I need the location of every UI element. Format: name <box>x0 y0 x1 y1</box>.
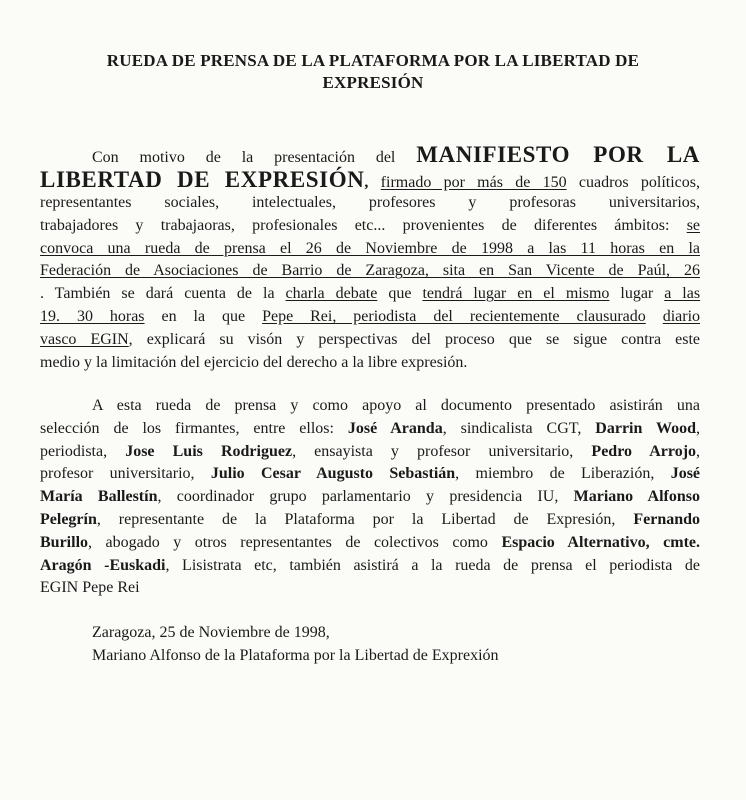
text: , miembro de Liberazión, <box>455 465 655 483</box>
attendee-name: Fernando <box>633 510 701 528</box>
text: Mariano Alfonso de la Plataforma por la Libertad de Exprexión <box>92 646 499 664</box>
text: . También se dará cuenta de la <box>40 285 275 303</box>
text: , ensayista y profesor universitario, <box>292 442 574 460</box>
paragraph-line <box>40 283 700 306</box>
collective-name: Aragón -Euskadi <box>40 556 166 574</box>
text: Zaragoza, 25 de Noviembre de 1998, <box>92 624 330 641</box>
document-title <box>40 50 706 94</box>
manifesto-title: MANIFIESTO POR LA <box>416 142 701 167</box>
attendee-name: Burillo <box>40 533 89 551</box>
paragraph-line <box>40 532 700 555</box>
attendee-name: Jose Luis Rodriguez <box>125 442 293 460</box>
text: , abogado y otros representantes de colectivos como <box>88 533 488 551</box>
paragraph-line <box>40 418 700 441</box>
attendee-name: José Aranda <box>347 419 443 437</box>
text: lugar <box>620 285 654 303</box>
attendee-name: Mariano Alfonso <box>573 488 700 506</box>
underlined-text: vasco EGIN <box>40 330 129 348</box>
text: periodista, <box>40 442 108 460</box>
paragraph-line: representantes sociales, intelectuales, profesores y profesoras universitarios, <box>40 194 700 211</box>
text: profesor universitario, <box>40 465 195 483</box>
text: , coordinador grupo parlamentario y presidencia IU, <box>157 488 559 506</box>
paragraph-line <box>40 441 700 464</box>
underlined-text: Pepe Rei, periodista del recientemente clausurado <box>262 307 646 325</box>
text: A esta rueda de prensa y como apoyo al documento presentado asistirán una <box>92 397 700 414</box>
collective-name: , cmte. <box>645 533 701 551</box>
closing-signature <box>40 622 700 668</box>
text: en la que <box>161 307 246 325</box>
attendee-name: José <box>670 465 701 483</box>
paragraph-line: convoca una rueda de prensa el 26 de Noviembre de 1998 a las 11 horas en la <box>40 239 700 257</box>
paragraph-line <box>40 306 700 329</box>
underlined-text: tendrá lugar en el mismo <box>422 285 610 303</box>
text: , Lisistrata etc, también asistirá a la rueda de prensa el periodista de <box>165 556 701 574</box>
underlined-text: 19. 30 horas <box>40 307 145 325</box>
text: cuadros políticos, <box>578 174 700 191</box>
closing-signer <box>40 645 700 668</box>
attendee-name: Pedro Arrojo <box>591 442 697 460</box>
manifesto-title: LIBERTAD DE EXPRESIÓN <box>40 167 365 192</box>
paragraph-line <box>40 509 700 532</box>
title-line-2: EXPRESIÓN <box>322 73 424 92</box>
text: , sindicalista CGT, <box>442 419 582 437</box>
paragraph-line <box>40 395 700 418</box>
text: que <box>388 285 412 303</box>
text: , <box>696 419 701 437</box>
attendee-name: María Ballestín <box>40 488 158 506</box>
text: Con motivo de la presentación del <box>92 149 396 166</box>
attendee-name: Pelegrín <box>40 510 97 528</box>
closing-date <box>40 622 700 645</box>
text: selección de los firmantes, entre ellos: <box>40 419 334 437</box>
underlined-text: a las <box>664 285 701 303</box>
title-line-1: RUEDA DE PRENSA DE LA PLATAFORMA POR LA LIBERTAD DE <box>106 51 640 70</box>
paragraph-line <box>40 555 700 578</box>
text: trabajadores y trabajaoras, profesionales etc... provenientes de diferentes ámbitos: <box>40 216 670 234</box>
text: , explicará su visón y perspectivas del proceso que se sigue contra este <box>128 330 700 348</box>
attendee-name: Julio Cesar Augusto Sebastián <box>210 465 456 483</box>
underlined-text: firmado por más de 150 <box>380 174 567 191</box>
collective-name: Espacio Alternativo <box>501 533 646 551</box>
underlined-text: diario <box>662 307 701 325</box>
paragraph-line <box>40 167 700 192</box>
underlined-text: charla debate <box>285 285 378 303</box>
paragraph-line: EGIN Pepe Rei <box>40 579 140 597</box>
paragraph-line <box>40 463 700 486</box>
paragraph-attendees <box>40 395 700 600</box>
text: , <box>364 174 369 191</box>
paragraph-line <box>40 215 700 238</box>
paragraph-line: medio y la limitación del ejercicio del derecho a la libre expresión. <box>40 353 468 371</box>
text: , <box>696 442 701 460</box>
paragraph-line <box>40 486 700 509</box>
attendee-name: Darrin Wood <box>595 419 697 437</box>
paragraph-line <box>40 329 700 352</box>
paragraph-line: Federación de Asociaciones de Barrio de Zaragoza, sita en San Vicente de Paúl, 26 <box>40 262 700 280</box>
underlined-text: se <box>686 216 701 234</box>
paragraph-line <box>40 140 700 167</box>
paragraph-announcement <box>40 140 700 374</box>
text: , representante de la Plataforma por la Libertad de Expresión, <box>96 510 616 528</box>
